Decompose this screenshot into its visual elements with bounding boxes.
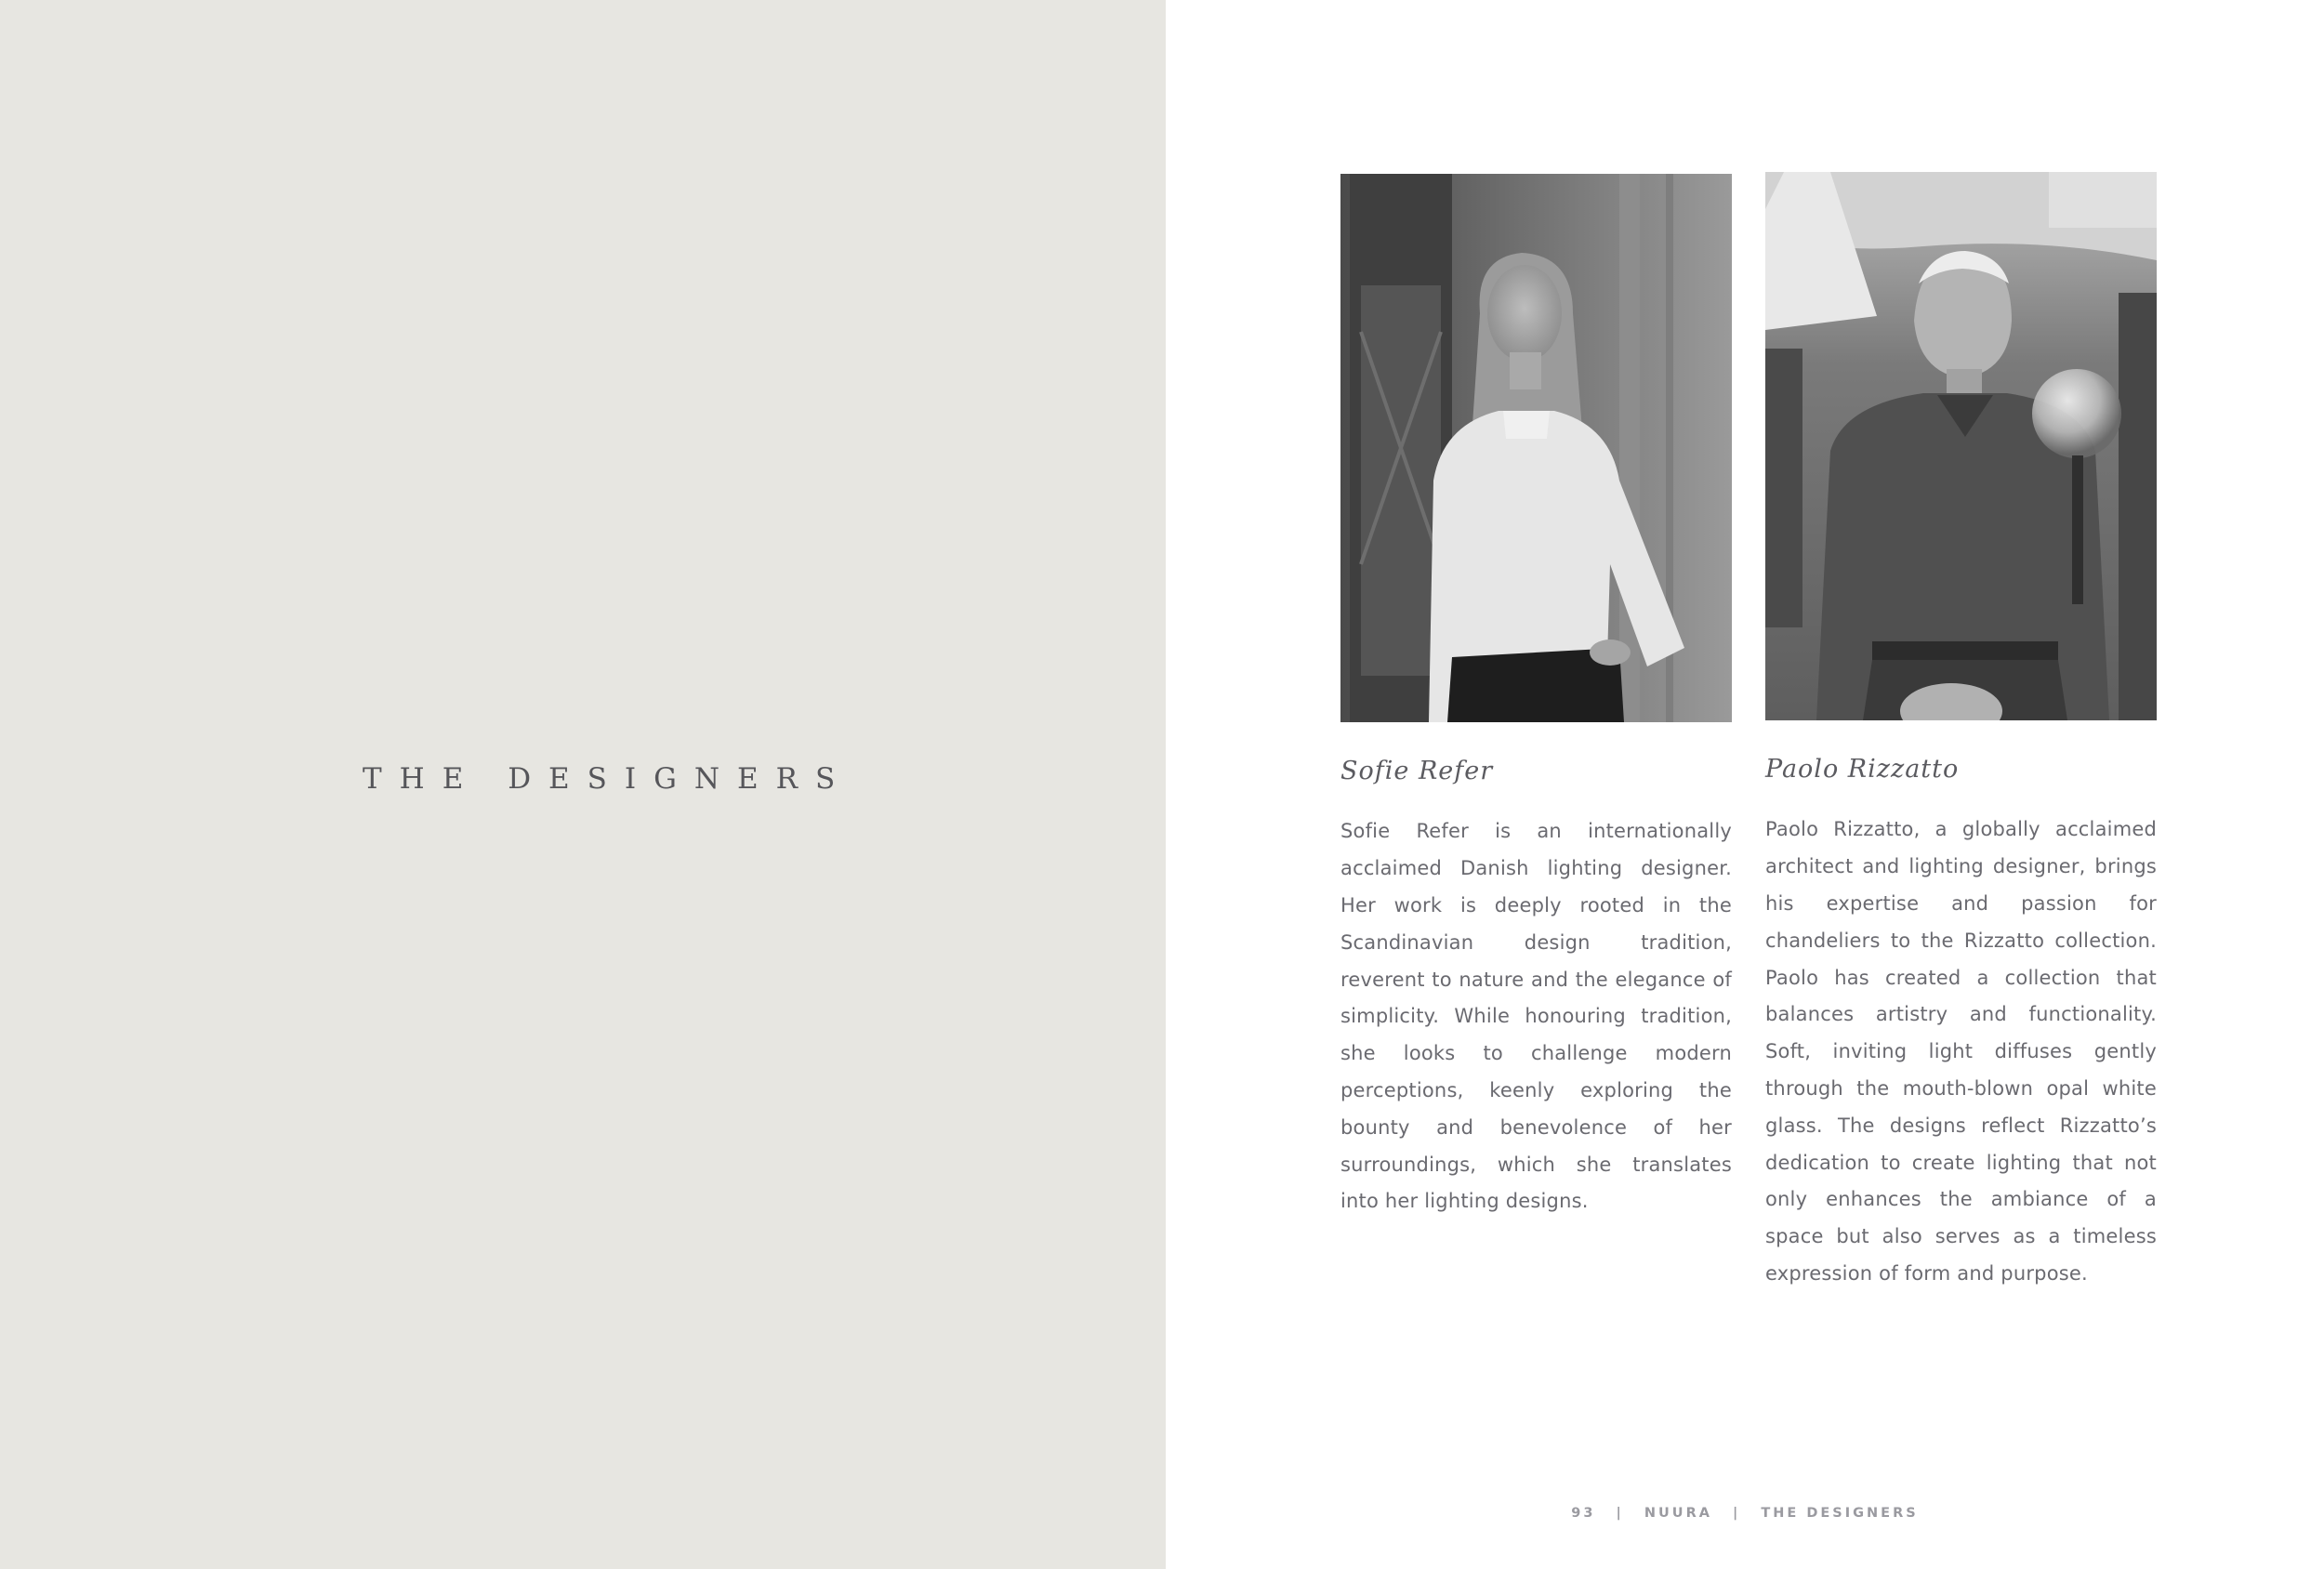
designer-card-sofie-refer [1340,174,1732,1220]
portrait-photo-sofie-refer [1340,174,1732,722]
section-title: THE DESIGNERS [363,762,853,796]
page-footer [1166,1506,2324,1521]
footer-separator: | [1616,1506,1624,1521]
footer-section: THE DESIGNERS [1761,1506,1919,1521]
designer-card-paolo-rizzatto [1765,172,2157,1293]
portrait-photo-paolo-rizzatto [1765,172,2157,720]
footer-brand: NUURA [1644,1506,1712,1521]
designer-bio: Paolo Rizzatto, a globally acclaimed architect and lighting designer, brings his expertise and passion for chandeliers to the Rizzatto collection. Paolo has created a collection that balances artistry and functionality. Soft, inviting light diffuses gently through the mouth-blown opal white glass. The designs reflect Rizzatto’s dedication to create lighting that not only enhances the ambiance of a space but also serves as a timeless expression of form and purpose. [1765,818,2157,1285]
page-number: 93 [1571,1506,1596,1521]
footer-separator: | [1733,1506,1741,1521]
designer-name: Sofie Refer [1340,757,1494,785]
designer-bio: Sofie Refer is an internationally acclaimed Danish lighting designer. Her work is deeply rooted in the Scandinavian design tradition, reverent to nature and the elegance of simplicity. While honouring tradition, she looks to challenge modern perceptions, keenly exploring the bounty and benevolence of her surroundings, which she translates into her lighting designs. [1340,820,1732,1213]
right-page [1166,0,2324,1569]
designer-name: Paolo Rizzatto [1765,755,1960,784]
